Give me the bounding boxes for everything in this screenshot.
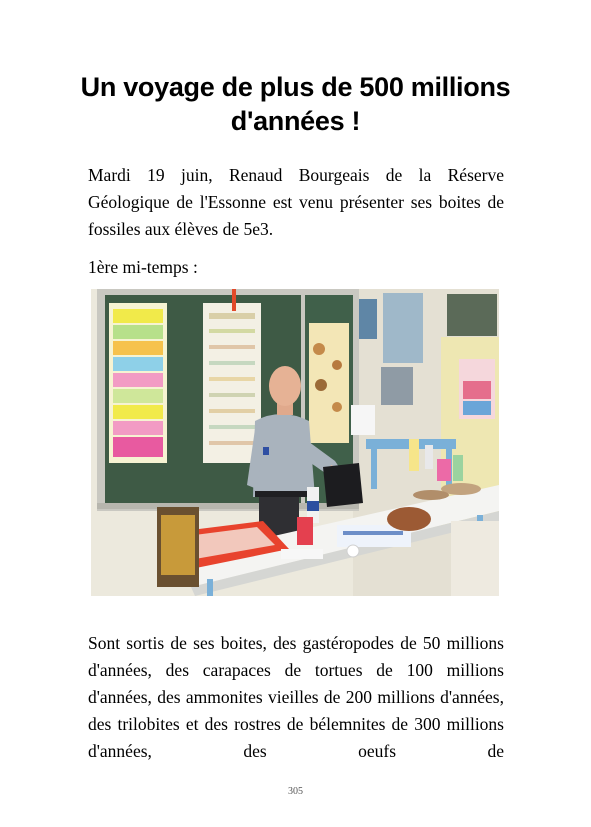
section-label: 1ère mi-temps : <box>88 257 198 277</box>
body-paragraph: Sont sortis de ses boites, des gastéropodes de 50 millions d'années, des carapaces de tortues de 100 millions d'années, des ammonites vieilles de 200 millions d'années, des trilobites et des rostres de bélemnites de 300 millions d'années, des oeufs de <box>88 633 504 761</box>
page-title: Un voyage de plus de 500 millions d'années ! <box>80 72 511 136</box>
wall-poster-2 <box>381 367 413 405</box>
classroom-photo-drawing <box>91 289 499 596</box>
wall-map <box>383 293 423 363</box>
presenter-head <box>269 366 301 406</box>
wall-poster <box>359 299 377 339</box>
page-number: 305 <box>288 786 303 797</box>
classroom-photo <box>91 289 499 596</box>
chair <box>323 463 363 507</box>
poster-photo <box>447 294 497 336</box>
fossil-stone <box>387 507 431 531</box>
intro-paragraph: Mardi 19 juin, Renaud Bourgeais de la Réserve Géologique de l'Essonne est venu présenter ses boites de fossiles aux élèves de 5e3. <box>88 165 504 239</box>
poster-fossils <box>309 323 349 443</box>
poster-timeline-2 <box>203 303 261 463</box>
